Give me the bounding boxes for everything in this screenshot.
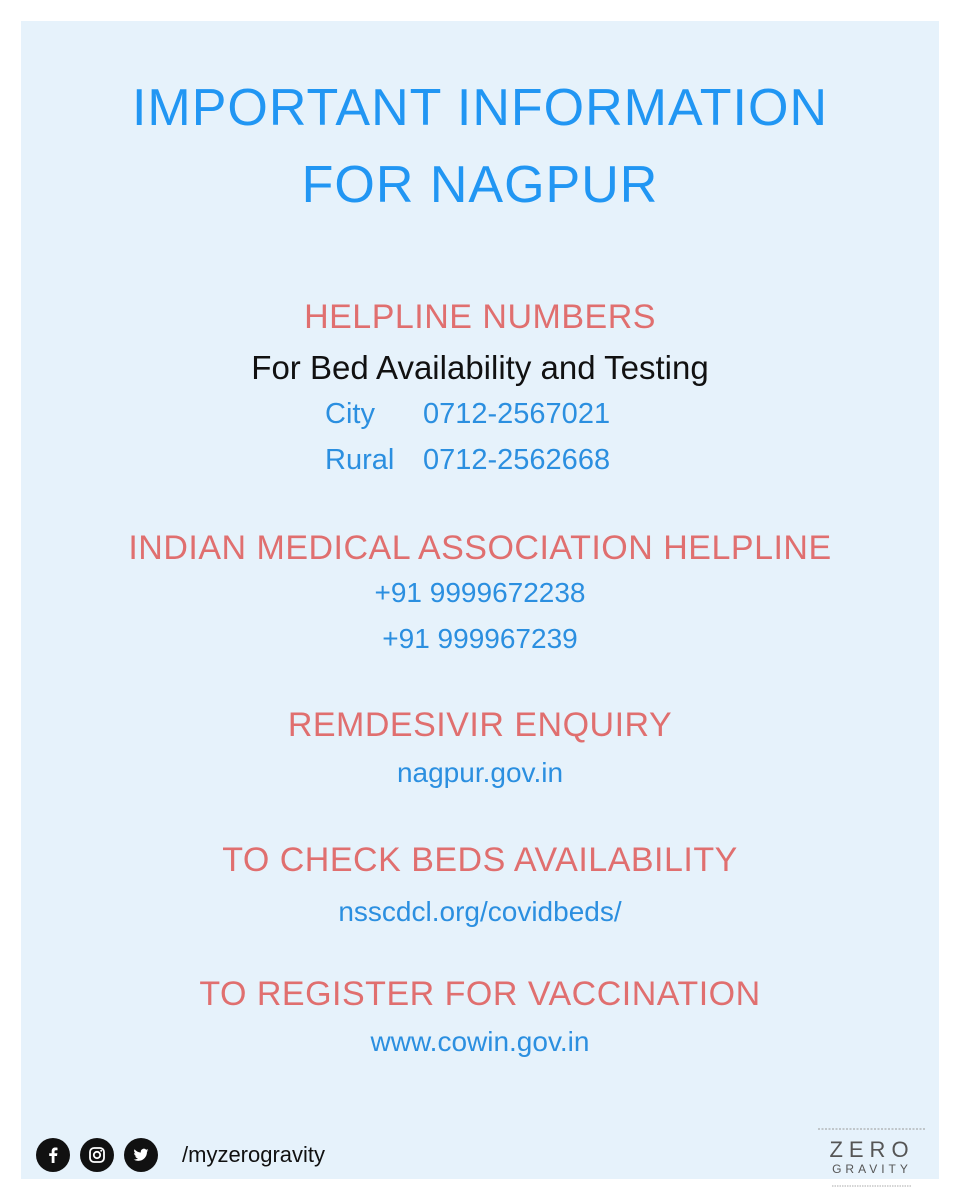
helpline-row-number[interactable]: 0712-2562668 <box>423 444 611 476</box>
ima-number-1[interactable]: +91 9999672238 <box>374 577 586 608</box>
logo-gravity-text: GRAVITY <box>832 1162 912 1176</box>
helpline-row-city <box>325 394 610 434</box>
beds-heading: TO CHECK BEDS AVAILABILITY <box>222 841 738 879</box>
social-handle[interactable]: /myzerogravity <box>182 1142 326 1167</box>
logo-tagline-mark <box>814 1125 930 1133</box>
instagram-icon[interactable] <box>80 1138 114 1172</box>
vaccination-heading: TO REGISTER FOR VACCINATION <box>199 975 761 1013</box>
social-footer <box>36 1136 325 1174</box>
helpline-row-label: City <box>325 398 375 430</box>
remdesivir-link[interactable]: nagpur.gov.in <box>396 757 564 788</box>
beds-link[interactable]: nsscdcl.org/covidbeds/ <box>338 896 622 927</box>
remdesivir-heading: REMDESIVIR ENQUIRY <box>287 706 673 744</box>
page-title-line-2: FOR NAGPUR <box>301 156 659 214</box>
ima-number-2[interactable]: +91 999967239 <box>382 623 578 654</box>
page-title-line-1: IMPORTANT INFORMATION <box>131 79 829 137</box>
helpline-row-rural <box>325 440 610 480</box>
twitter-icon[interactable] <box>124 1138 158 1172</box>
vaccination-link[interactable]: www.cowin.gov.in <box>370 1026 590 1057</box>
ima-heading: INDIAN MEDICAL ASSOCIATION HELPLINE <box>128 529 832 567</box>
logo-bottom-mark <box>814 1183 930 1189</box>
zero-gravity-logo <box>814 1120 930 1180</box>
helpline-row-number[interactable]: 0712-2567021 <box>423 398 611 430</box>
logo-zero-text: ZERO <box>829 1137 915 1162</box>
helpline-heading: HELPLINE NUMBERS <box>304 298 656 336</box>
helpline-subheading: For Bed Availability and Testing <box>251 349 709 386</box>
helpline-row-label: Rural <box>325 444 395 476</box>
facebook-icon[interactable] <box>36 1138 70 1172</box>
